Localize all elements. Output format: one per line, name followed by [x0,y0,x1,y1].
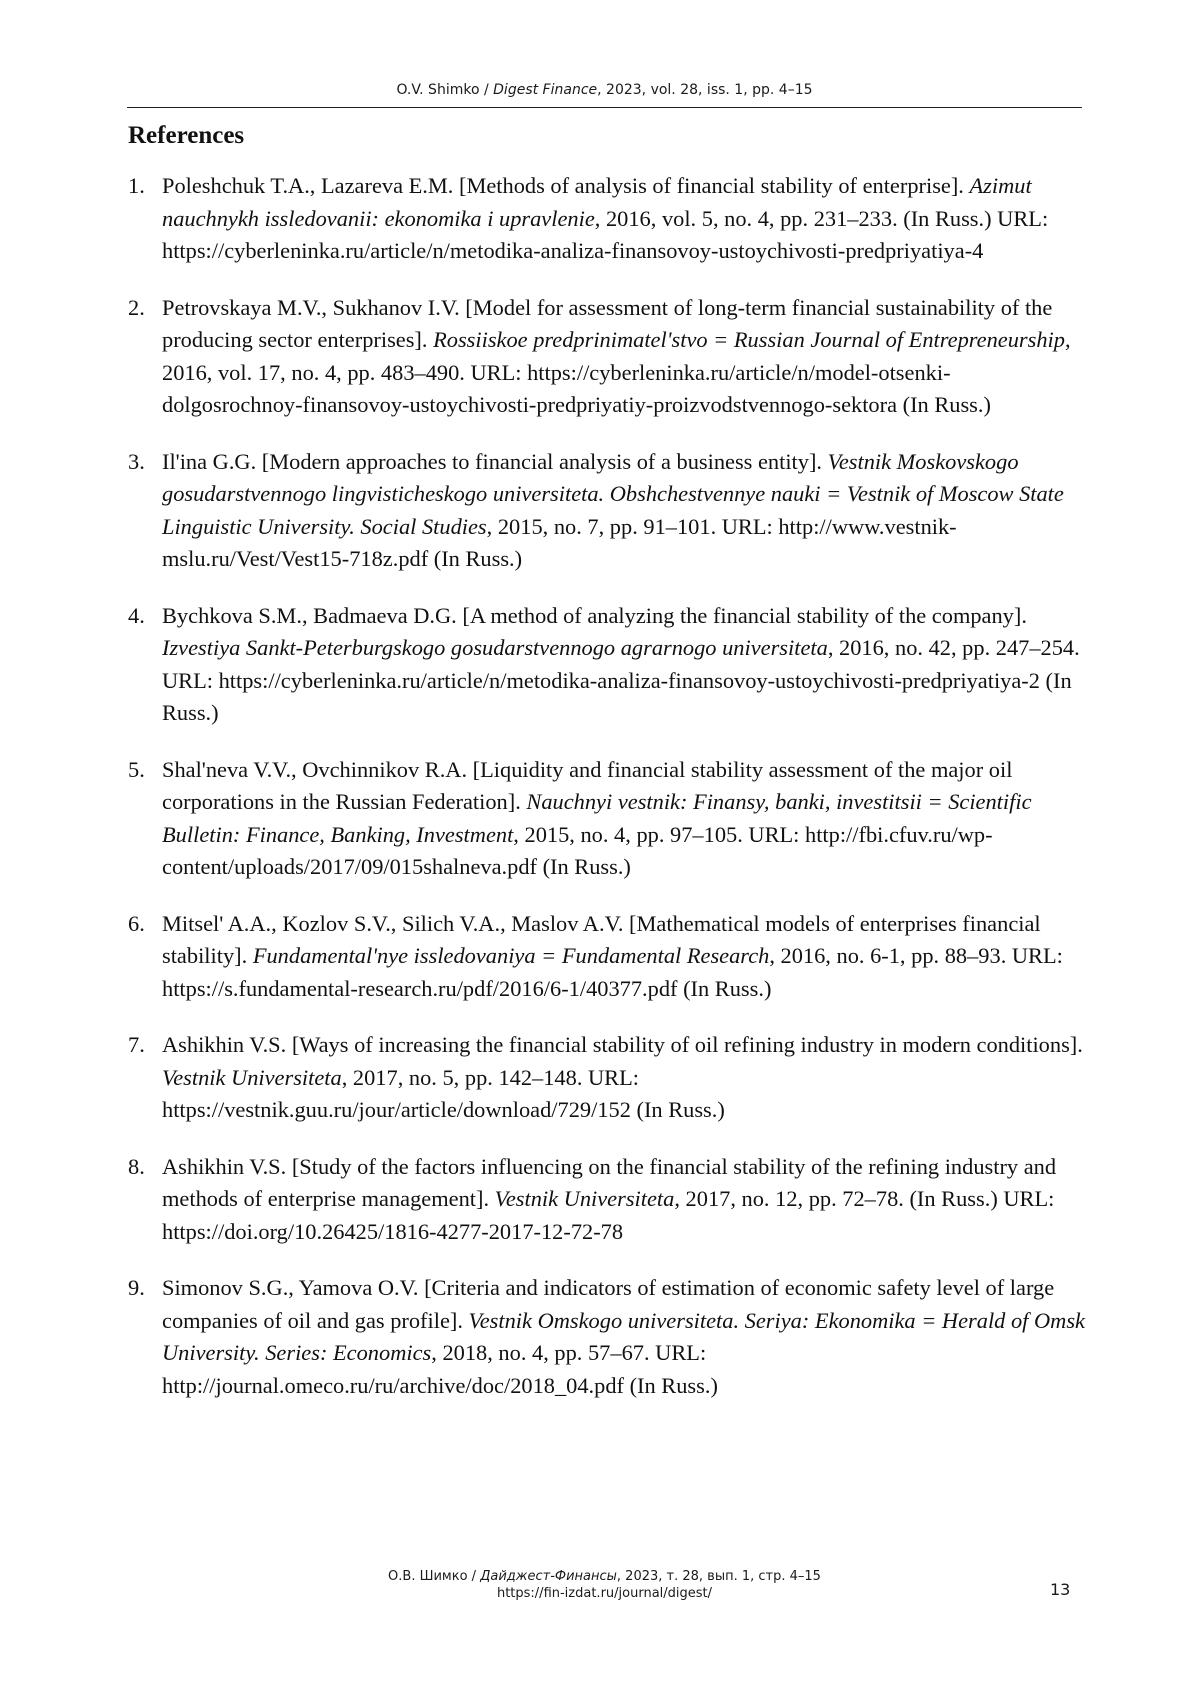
reference-details: , 2015, no. 4, pp. 97–105. URL: http://fbi.cfuv.ru/wp-content/uploads/2017/09/015shalneva.pdf (In Russ.) [162,821,993,879]
reference-source: Vestnik Universiteta [494,1186,675,1211]
reference-item [128,170,1088,268]
reference-item [128,600,1088,730]
reference-source: Vestnik Omskogo universiteta. Seriya: Ekonomika = Herald of Omsk University. Series: Economics [162,1307,1085,1365]
reference-text [162,600,1088,730]
reference-authors-title: Bychkova S.M., Badmaeva D.G. [A method of analyzing the financial stability of the company]. [162,602,1027,628]
footer-authors: О.В. Шимко [388,1569,468,1584]
reference-source: Rossiiskoe predprinimatel'stvo = Russian Journal of Entrepreneurship [433,327,1065,352]
header-separator: / [479,82,494,98]
reference-number: 6. [128,910,145,936]
footer-separator: / [467,1569,481,1584]
reference-list [128,170,1088,1426]
reference-item [128,1272,1088,1402]
reference-number: 4. [128,602,145,628]
page-number: 13 [1050,1580,1071,1599]
reference-source: Nauchnyi vestnik: Finansy, banki, investitsii = Scientific Bulletin: Finance, Banking, Investment [162,789,1032,847]
reference-authors-title: Simonov S.G., Yamova O.V. [Criteria and indicators of estimation of economic safety level of large companies of oil and gas profile]. [162,1275,1055,1333]
reference-details: , 2017, no. 12, pp. 72–78. (In Russ.) URL: https://doi.org/10.26425/1816-4277-2017-12-72-78 [162,1186,1055,1244]
reference-text [162,1151,1088,1249]
running-header [127,82,1082,98]
footer-url[interactable]: https://fin-izdat.ru/journal/digest/ [496,1586,713,1601]
reference-authors-title: Ashikhin V.S. [Study of the factors influencing on the financial stability of the refining industry and methods of enterprise management]. [162,1153,1057,1211]
reference-number: 8. [128,1153,145,1179]
reference-text [162,292,1088,422]
reference-details: , 2016, vol. 5, no. 4, pp. 231–233. (In Russ.) URL: https://cyberleninka.ru/article/n/metodika-analiza-finansovoy-ustoychivosti-predpriyatiya-4 [162,205,1049,263]
header-journal: Digest Finance [493,82,598,98]
reference-authors-title: Petrovskaya M.V., Sukhanov I.V. [Model for assessment of long-term financial sustainability of the producing sector enterprises]. [162,294,1053,352]
reference-number: 9. [128,1275,145,1300]
running-footer [127,1568,1082,1602]
reference-text [162,170,1088,268]
reference-number: 3. [128,448,145,474]
reference-details: , 2016, no. 6-1, pp. 88–93. URL: https://s.fundamental-research.ru/pdf/2016/6-1/40377.pdf (In Russ.) [162,943,1063,1001]
reference-text [162,1272,1088,1402]
reference-item [128,292,1088,422]
reference-item [128,1151,1088,1249]
reference-details: , 2017, no. 5, pp. 142–148. URL: https://vestnik.guu.ru/jour/article/download/729/152 (In Russ.) [162,1064,725,1122]
reference-number: 1. [128,173,145,198]
reference-item [128,754,1088,884]
footer-citation [127,1568,1082,1585]
reference-number: 5. [128,756,145,782]
reference-authors-title: Mitsel' A.A., Kozlov S.V., Silich V.A., Maslov A.V. [Mathematical models of enterprises financial stability]. [162,910,1041,968]
reference-text [162,754,1088,884]
reference-details: , 2016, no. 42, pp. 247–254. URL: https://cyberleninka.ru/article/n/metodika-analiza-finansovoy-ustoychivosti-predpriyatiya-2 (In Russ.) [162,635,1080,725]
reference-item [128,1029,1088,1127]
footer-details: , 2023, т. 28, вып. 1, стр. 4–15 [616,1569,821,1584]
reference-source: Vestnik Universiteta [162,1064,342,1090]
reference-authors-title: Poleshchuk T.A., Lazareva E.M. [Methods of analysis of financial stability of enterprise]. [162,173,970,198]
reference-source: Fundamental'nye issledovaniya = Fundamental Research [252,943,770,968]
reference-details: , 2015, no. 7, pp. 91–101. URL: http://www.vestnik-mslu.ru/Vest/Vest15-718z.pdf (In Russ.) [162,513,957,571]
footer-journal: Дайджест-Финансы [480,1569,617,1584]
reference-source: Azimut nauchnykh issledovanii: ekonomika i upravlenie [162,173,1032,231]
header-details: , 2023, vol. 28, iss. 1, pp. 4–15 [597,82,813,98]
reference-text [162,1029,1088,1127]
reference-source: Izvestiya Sankt-Peterburgskogo gosudarstvennogo agrarnogo universiteta [162,635,828,660]
reference-authors-title: Ashikhin V.S. [Ways of increasing the financial stability of oil refining industry in modern conditions]. [162,1032,1083,1057]
header-authors: O.V. Shimko [396,82,480,98]
reference-number: 7. [128,1032,145,1057]
reference-text [162,446,1088,576]
reference-details: , 2018, no. 4, pp. 57–67. URL: http://journal.omeco.ru/ru/archive/doc/2018_04.pdf (In Russ.) [162,1340,718,1398]
reference-item [128,446,1088,576]
header-rule [127,107,1082,108]
reference-number: 2. [128,294,145,320]
reference-details: , 2016, vol. 17, no. 4, pp. 483–490. URL: https://cyberleninka.ru/article/n/model-otsenki-dolgosrochnoy-finansovoy-ustoychivosti-predpriyatiy-proizvodstvennogo-sektora (In Russ.) [162,327,1071,417]
references-heading: References [128,122,245,149]
reference-text [162,908,1088,1006]
reference-source: Vestnik Moskovskogo gosudarstvennogo lingvisticheskogo universiteta. Obshchestvennye nauki = Vestnik of Moscow State Linguistic University. Social Studies [162,448,1064,539]
reference-item [128,908,1088,1006]
reference-authors-title: Shal'neva V.V., Ovchinnikov R.A. [Liquidity and financial stability assessment of the major oil corporations in the Russian Federation]. [162,756,1013,814]
reference-authors-title: Il'ina G.G. [Modern approaches to financial analysis of a business entity]. [162,448,828,474]
